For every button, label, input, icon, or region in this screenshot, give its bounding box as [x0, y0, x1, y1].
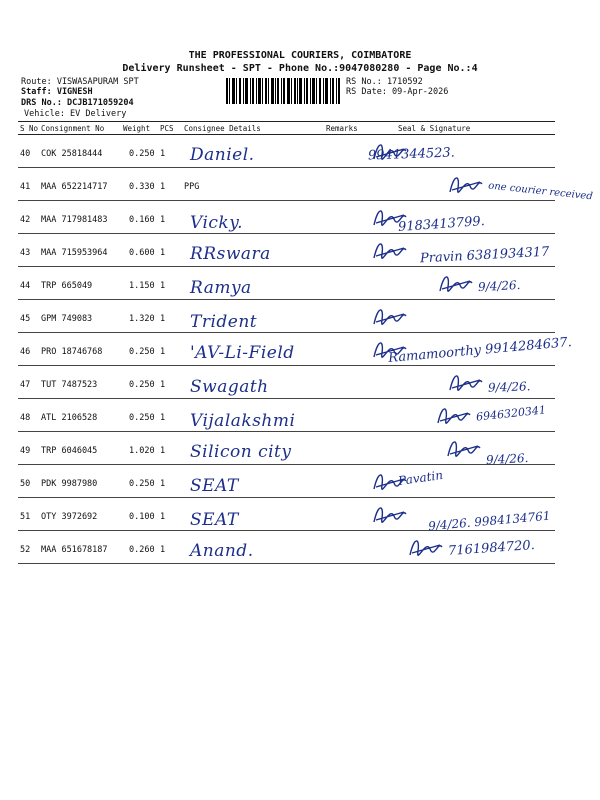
cell-pcs: 1	[158, 168, 182, 201]
cell-signature	[368, 300, 555, 333]
table-row	[18, 531, 555, 564]
col-pcs-header: PCS	[158, 122, 182, 135]
consignee-handwriting: RRswara	[190, 244, 271, 264]
cell-consignment: ATL 2106528	[39, 399, 121, 432]
cell-consignee-details	[182, 135, 324, 168]
cell-pcs: 1	[158, 465, 182, 498]
cell-sno: 43	[18, 234, 39, 267]
cell-signature	[368, 201, 555, 234]
signature-text: 9/4/26.	[477, 277, 521, 295]
table-row	[18, 135, 555, 168]
vehicle-label: Vehicle: EV Delivery	[24, 109, 127, 119]
cell-consignment: MAA 715953964	[39, 234, 121, 267]
signature-text: Pravin 6381934317	[419, 244, 550, 267]
cell-weight: 1.020	[121, 432, 158, 465]
consignee-handwriting: SEAT	[190, 510, 239, 530]
consignee-handwriting: Anand.	[190, 541, 254, 561]
cell-weight: 0.600	[121, 234, 158, 267]
cell-sno: 48	[18, 399, 39, 432]
cell-consignment: PRO 18746768	[39, 333, 121, 366]
cell-consignee-details	[182, 366, 324, 399]
cell-sno: 42	[18, 201, 39, 234]
cell-pcs: 1	[158, 432, 182, 465]
cell-pcs: 1	[158, 498, 182, 531]
cell-remarks	[324, 333, 368, 366]
signature-text: 6946320341	[475, 403, 547, 424]
consignee-print: PPG	[184, 182, 200, 192]
cell-consignment: PDK 9987980	[39, 465, 121, 498]
cell-sno: 52	[18, 531, 39, 564]
cell-consignment: OTY 3972692	[39, 498, 121, 531]
cell-weight: 1.150	[121, 267, 158, 300]
cell-remarks	[324, 300, 368, 333]
cell-signature	[368, 366, 555, 399]
signature-text: 9183413799.	[397, 213, 486, 236]
cell-consignee-details	[182, 300, 324, 333]
table-row	[18, 465, 555, 498]
cell-pcs: 1	[158, 135, 182, 168]
cell-signature	[368, 234, 555, 267]
cell-sno: 49	[18, 432, 39, 465]
cell-sno: 41	[18, 168, 39, 201]
col-weight-header: Weight	[121, 122, 158, 135]
rs-number: RS No.: 1710592	[346, 77, 423, 87]
signature-scribble-icon	[446, 170, 486, 200]
col-details-header: Consignee Details	[182, 122, 324, 135]
consignee-handwriting: Ramya	[190, 278, 252, 298]
cell-weight: 0.160	[121, 201, 158, 234]
cell-sno: 44	[18, 267, 39, 300]
cell-pcs: 1	[158, 399, 182, 432]
consignee-handwriting: 'AV-Li-Field	[190, 343, 295, 363]
cell-consignee-details	[182, 465, 324, 498]
cell-signature	[368, 498, 555, 534]
cell-consignee-details	[182, 399, 324, 432]
signature-text: Ramamoorthy 9914284637.	[387, 335, 573, 366]
signature-text: 9/4/26. 9984134761	[427, 508, 551, 534]
table-header	[18, 122, 555, 135]
rs-date: RS Date: 09-Apr-2026	[346, 87, 449, 97]
signature-text: Pavatin	[397, 467, 444, 489]
consignee-handwriting: Swagath	[190, 377, 269, 397]
col-consignment-header: Consignment No	[39, 122, 121, 135]
consignee-handwriting: Daniel.	[190, 145, 255, 165]
cell-consignment: TUT 7487523	[39, 366, 121, 399]
table-row	[18, 168, 555, 201]
table-row	[18, 366, 555, 399]
cell-signature	[368, 531, 555, 564]
signature-scribble-icon	[406, 533, 446, 563]
cell-pcs: 1	[158, 300, 182, 333]
signature-text: 9/4/26.	[487, 379, 531, 395]
cell-remarks	[324, 135, 368, 168]
cell-pcs: 1	[158, 366, 182, 399]
cell-consignment: GPM 749083	[39, 300, 121, 333]
cell-sno: 50	[18, 465, 39, 498]
cell-weight: 0.250	[121, 135, 158, 168]
signature-scribble-icon	[436, 269, 476, 299]
cell-consignee-details	[182, 432, 324, 465]
cell-consignment: MAA 652214717	[39, 168, 121, 201]
cell-signature	[368, 168, 594, 203]
table-row	[18, 300, 555, 333]
cell-consignee-details	[182, 201, 324, 234]
barcode-icon	[226, 78, 340, 104]
signature-text: 9941344523.	[367, 145, 456, 164]
drs-label: DRS No.: DCJB171059204	[21, 98, 134, 108]
runsheet-subtitle: Delivery Runsheet - SPT - Phone No.:9047080280 - Page No.:4	[122, 63, 478, 74]
cell-consignment: TRP 6046045	[39, 432, 121, 465]
table-row	[18, 399, 555, 432]
cell-signature	[368, 432, 555, 468]
cell-remarks	[324, 267, 368, 300]
cell-consignee-details	[182, 498, 324, 531]
cell-remarks	[324, 366, 368, 399]
cell-remarks	[324, 432, 368, 465]
cell-sno: 51	[18, 498, 39, 531]
cell-remarks	[324, 168, 368, 201]
signature-scribble-icon	[446, 368, 486, 398]
cell-weight: 0.250	[121, 366, 158, 399]
consignee-handwriting: SEAT	[190, 476, 239, 496]
cell-remarks	[324, 531, 368, 564]
signature-text: 7161984720.	[447, 537, 536, 560]
signature-scribble-icon	[444, 434, 484, 464]
cell-pcs: 1	[158, 333, 182, 366]
signature-scribble-icon	[370, 236, 410, 266]
cell-pcs: 1	[158, 234, 182, 267]
col-sno-header: S No	[20, 123, 39, 133]
cell-weight: 1.320	[121, 300, 158, 333]
cell-signature	[368, 399, 555, 432]
signature-scribble-icon	[370, 302, 410, 332]
table-row	[18, 201, 555, 234]
cell-sno: 40	[18, 135, 39, 168]
table-row	[18, 498, 555, 531]
cell-sno: 47	[18, 366, 39, 399]
cell-sno: 46	[18, 333, 39, 366]
cell-consignment: TRP 665049	[39, 267, 121, 300]
cell-consignment: MAA 717981483	[39, 201, 121, 234]
cell-remarks	[324, 465, 368, 498]
col-remarks-header: Remarks	[324, 122, 368, 135]
cell-weight: 0.250	[121, 399, 158, 432]
company-title: THE PROFESSIONAL COURIERS, COIMBATORE	[188, 50, 412, 61]
cell-pcs: 1	[158, 201, 182, 234]
cell-remarks	[324, 234, 368, 267]
signature-text: one courier received	[487, 180, 594, 203]
cell-signature	[368, 267, 555, 300]
cell-weight: 0.100	[121, 498, 158, 531]
consignee-handwriting: Vijalakshmi	[190, 411, 296, 431]
route-label: Route: VISWASAPURAM SPT	[21, 77, 139, 87]
cell-consignment: COK 25818444	[39, 135, 121, 168]
cell-weight: 0.250	[121, 333, 158, 366]
cell-weight: 0.250	[121, 465, 158, 498]
table-row	[18, 432, 555, 465]
cell-remarks	[324, 201, 368, 234]
consignee-handwriting: Vicky.	[190, 213, 243, 233]
table-row	[18, 267, 555, 300]
cell-consignee-details	[182, 267, 324, 300]
cell-weight: 0.260	[121, 531, 158, 564]
cell-consignee-details	[182, 531, 324, 564]
signature-scribble-icon	[370, 500, 410, 530]
cell-consignment: MAA 651678187	[39, 531, 121, 564]
table-row	[18, 333, 555, 366]
cell-consignee-details	[182, 333, 324, 366]
cell-consignee-details	[182, 234, 324, 267]
cell-consignee-details	[182, 168, 324, 201]
cell-signature	[368, 135, 555, 168]
runsheet-table	[18, 121, 594, 564]
cell-sno: 45	[18, 300, 39, 333]
cell-pcs: 1	[158, 531, 182, 564]
cell-remarks	[324, 399, 368, 432]
staff-label: Staff: VIGNESH	[21, 87, 93, 97]
cell-signature	[368, 465, 555, 498]
table-row	[18, 234, 555, 267]
cell-pcs: 1	[158, 267, 182, 300]
consignee-handwriting: Trident	[190, 312, 258, 332]
signature-scribble-icon	[434, 401, 474, 431]
cell-signature	[368, 333, 573, 366]
col-signature-header: Seal & Signature	[368, 122, 555, 135]
signature-text: 9/4/26.	[485, 450, 529, 468]
consignee-handwriting: Silicon city	[190, 442, 292, 462]
cell-remarks	[324, 498, 368, 531]
cell-weight: 0.330	[121, 168, 158, 201]
